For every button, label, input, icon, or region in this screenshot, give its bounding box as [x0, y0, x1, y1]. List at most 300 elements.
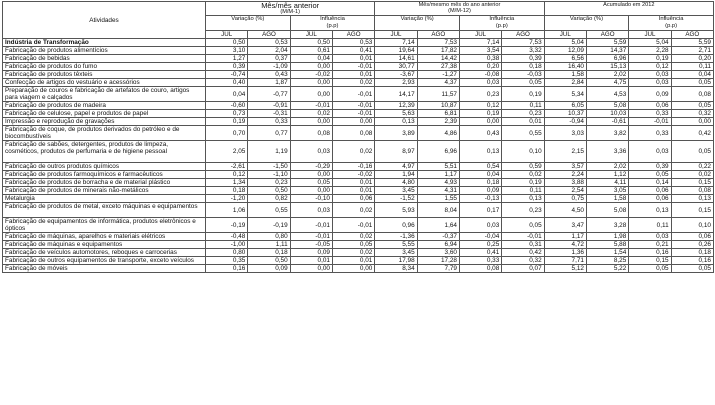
- value-cell: 1,34: [206, 179, 248, 187]
- value-cell: 0,05: [332, 241, 374, 249]
- table-row: [3, 203, 714, 218]
- value-cell: 3,88: [544, 179, 586, 187]
- value-cell: 0,01: [290, 257, 332, 265]
- value-cell: 0,54: [459, 163, 501, 171]
- industry-indices-table: [2, 1, 714, 273]
- value-cell: 0,00: [459, 118, 501, 126]
- value-cell: 0,18: [206, 187, 248, 195]
- table-row: [3, 179, 714, 187]
- activity-label: Fabricação de máquinas, aparelhos e materiais elétricos: [3, 233, 206, 241]
- value-cell: -0,29: [290, 163, 332, 171]
- value-cell: 1,12: [586, 171, 628, 179]
- value-cell: 0,11: [629, 218, 671, 233]
- value-cell: 1,55: [417, 195, 459, 203]
- month-header: AGO: [671, 31, 713, 39]
- value-cell: 0,06: [629, 102, 671, 110]
- value-cell: 0,50: [206, 39, 248, 47]
- value-cell: 0,77: [248, 126, 290, 141]
- value-cell: 0,00: [290, 63, 332, 71]
- group-header-month-year: [375, 2, 544, 16]
- value-cell: 0,18: [502, 63, 544, 71]
- value-cell: 5,59: [671, 39, 713, 47]
- value-cell: -0,19: [206, 218, 248, 233]
- value-cell: 0,08: [671, 187, 713, 195]
- value-cell: 0,04: [671, 71, 713, 79]
- value-cell: 0,13: [629, 203, 671, 218]
- value-cell: 0,19: [459, 110, 501, 118]
- table-row: [3, 233, 714, 241]
- value-cell: 0,16: [206, 265, 248, 273]
- table-row: [3, 187, 714, 195]
- activity-label: Fabricação de bebidas: [3, 55, 206, 63]
- variation-header: Variação (%): [544, 16, 629, 31]
- table-row: [3, 47, 714, 55]
- value-cell: 4,11: [586, 179, 628, 187]
- group-header-accumulated: [544, 2, 713, 16]
- value-cell: 14,61: [375, 55, 417, 63]
- value-cell: 0,73: [206, 110, 248, 118]
- value-cell: 5,55: [375, 241, 417, 249]
- group-title: Mês/mês anterior: [261, 1, 320, 10]
- table-row: [3, 171, 714, 179]
- variation-header: Variação (%): [375, 16, 460, 31]
- activity-label: Impressão e reprodução de gravações: [3, 118, 206, 126]
- value-cell: 0,13: [671, 195, 713, 203]
- influence-label: Influência: [320, 16, 345, 22]
- value-cell: 0,17: [459, 203, 501, 218]
- group-subtitle: (M/M-1): [280, 9, 300, 15]
- value-cell: 0,32: [671, 110, 713, 118]
- value-cell: 3,47: [544, 218, 586, 233]
- value-cell: 0,19: [206, 118, 248, 126]
- value-cell: 0,53: [248, 39, 290, 47]
- value-cell: 7,53: [417, 39, 459, 47]
- value-cell: 0,01: [332, 55, 374, 63]
- table-row: [3, 265, 714, 273]
- value-cell: 1,17: [544, 233, 586, 241]
- value-cell: 0,12: [629, 63, 671, 71]
- value-cell: -0,03: [502, 71, 544, 79]
- value-cell: 4,86: [417, 126, 459, 141]
- value-cell: 1,58: [586, 195, 628, 203]
- month-header: JUL: [290, 31, 332, 39]
- table-row: [3, 63, 714, 71]
- value-cell: -0,01: [290, 102, 332, 110]
- month-header: JUL: [544, 31, 586, 39]
- value-cell: 0,05: [671, 265, 713, 273]
- value-cell: 14,37: [586, 47, 628, 55]
- value-cell: 0,08: [459, 265, 501, 273]
- value-cell: 4,37: [417, 79, 459, 87]
- value-cell: 0,38: [459, 55, 501, 63]
- value-cell: 5,12: [544, 265, 586, 273]
- value-cell: -0,94: [544, 118, 586, 126]
- value-cell: 0,82: [248, 195, 290, 203]
- value-cell: 0,09: [290, 249, 332, 257]
- value-cell: 0,02: [332, 203, 374, 218]
- table-row: [3, 163, 714, 171]
- value-cell: 0,11: [502, 102, 544, 110]
- value-cell: 0,23: [502, 203, 544, 218]
- activity-label: Fabricação de outros equipamentos de transporte, exceto veículos: [3, 257, 206, 265]
- value-cell: 0,03: [290, 203, 332, 218]
- value-cell: 0,00: [290, 265, 332, 273]
- influence-label: Influência: [489, 16, 515, 22]
- value-cell: 2,24: [544, 171, 586, 179]
- value-cell: 0,22: [671, 163, 713, 171]
- value-cell: 8,04: [417, 203, 459, 218]
- value-cell: 4,31: [417, 187, 459, 195]
- value-cell: 0,23: [248, 179, 290, 187]
- value-cell: -0,01: [332, 63, 374, 71]
- value-cell: 0,05: [502, 218, 544, 233]
- value-cell: 17,98: [375, 257, 417, 265]
- value-cell: 0,19: [629, 55, 671, 63]
- value-cell: 0,06: [671, 233, 713, 241]
- value-cell: -0,08: [459, 71, 501, 79]
- value-cell: 0,21: [629, 241, 671, 249]
- table-row: [3, 118, 714, 126]
- value-cell: 0,03: [459, 218, 501, 233]
- value-cell: 0,31: [502, 241, 544, 249]
- value-cell: -0,91: [248, 102, 290, 110]
- value-cell: 5,08: [586, 102, 628, 110]
- value-cell: 6,96: [586, 55, 628, 63]
- value-cell: 0,42: [502, 249, 544, 257]
- value-cell: 5,51: [417, 163, 459, 171]
- value-cell: 0,32: [502, 257, 544, 265]
- value-cell: -0,16: [332, 163, 374, 171]
- value-cell: 12,39: [375, 102, 417, 110]
- value-cell: 2,02: [586, 71, 628, 79]
- value-cell: 12,09: [544, 47, 586, 55]
- value-cell: 0,50: [248, 187, 290, 195]
- value-cell: 0,20: [671, 55, 713, 63]
- value-cell: 0,10: [502, 141, 544, 163]
- value-cell: 0,08: [671, 87, 713, 102]
- value-cell: -0,13: [459, 195, 501, 203]
- value-cell: 0,00: [290, 118, 332, 126]
- value-cell: 0,08: [332, 126, 374, 141]
- value-cell: 0,37: [248, 55, 290, 63]
- value-cell: 0,00: [290, 79, 332, 87]
- value-cell: 1,19: [248, 141, 290, 163]
- value-cell: -1,10: [248, 171, 290, 179]
- value-cell: 0,09: [248, 265, 290, 273]
- month-header: AGO: [586, 31, 628, 39]
- value-cell: 0,11: [502, 187, 544, 195]
- value-cell: 2,15: [544, 141, 586, 163]
- value-cell: 0,41: [459, 249, 501, 257]
- value-cell: 1,17: [417, 171, 459, 179]
- activity-label: Preparação de couros e fabricação de artefatos de couro, artigos para viagem e calçados: [3, 87, 206, 102]
- value-cell: 0,18: [459, 179, 501, 187]
- value-cell: 3,60: [417, 249, 459, 257]
- value-cell: -0,01: [502, 233, 544, 241]
- value-cell: 0,35: [206, 257, 248, 265]
- value-cell: 0,39: [629, 163, 671, 171]
- value-cell: 2,84: [544, 79, 586, 87]
- value-cell: 0,06: [332, 195, 374, 203]
- table-row: [3, 126, 714, 141]
- activity-label: Fabricação de produtos farmoquímicos e farmacêuticos: [3, 171, 206, 179]
- month-header: AGO: [248, 31, 290, 39]
- value-cell: -0,01: [290, 233, 332, 241]
- value-cell: 11,57: [417, 87, 459, 102]
- value-cell: 3,32: [502, 47, 544, 55]
- influence-header: [459, 16, 544, 31]
- value-cell: -0,01: [290, 218, 332, 233]
- value-cell: 0,02: [290, 110, 332, 118]
- table-row: [3, 218, 714, 233]
- value-cell: 0,05: [671, 79, 713, 87]
- value-cell: 0,15: [629, 257, 671, 265]
- value-cell: 3,05: [586, 187, 628, 195]
- value-cell: 0,03: [629, 79, 671, 87]
- value-cell: 0,06: [629, 195, 671, 203]
- influence-unit: (p.p): [495, 23, 508, 29]
- value-cell: 5,04: [629, 39, 671, 47]
- activity-label: Fabricação de móveis: [3, 265, 206, 273]
- value-cell: 1,98: [586, 233, 628, 241]
- value-cell: 0,01: [332, 179, 374, 187]
- value-cell: 6,56: [544, 55, 586, 63]
- value-cell: -0,04: [459, 233, 501, 241]
- value-cell: 0,33: [629, 110, 671, 118]
- value-cell: 7,79: [417, 265, 459, 273]
- value-cell: 0,80: [206, 249, 248, 257]
- table-row: [3, 39, 714, 47]
- value-cell: 0,19: [502, 87, 544, 102]
- value-cell: 0,40: [206, 79, 248, 87]
- value-cell: 0,96: [375, 218, 417, 233]
- influence-header: [629, 16, 714, 31]
- value-cell: 0,10: [671, 218, 713, 233]
- value-cell: 0,02: [332, 79, 374, 87]
- activity-label: Indústria de Transformação: [3, 39, 206, 47]
- value-cell: 3,45: [375, 249, 417, 257]
- activity-label: Confecção de artigos do vestuário e acessórios: [3, 79, 206, 87]
- group-subtitle: (M/M-12): [448, 8, 471, 14]
- value-cell: 0,00: [290, 187, 332, 195]
- activity-label: Fabricação de celulose, papel e produtos de papel: [3, 110, 206, 118]
- value-cell: 6,94: [417, 241, 459, 249]
- value-cell: 0,00: [332, 118, 374, 126]
- value-cell: 10,03: [586, 110, 628, 118]
- value-cell: 0,07: [502, 265, 544, 273]
- value-cell: 4,72: [544, 241, 586, 249]
- value-cell: 3,89: [375, 126, 417, 141]
- activity-label: Fabricação de produtos de minerais não-metálicos: [3, 187, 206, 195]
- value-cell: -0,48: [206, 233, 248, 241]
- value-cell: 0,09: [629, 87, 671, 102]
- value-cell: 2,71: [671, 47, 713, 55]
- value-cell: 8,25: [586, 257, 628, 265]
- table-row: [3, 102, 714, 110]
- value-cell: 19,64: [375, 47, 417, 55]
- value-cell: 0,26: [671, 241, 713, 249]
- value-cell: 0,61: [290, 47, 332, 55]
- value-cell: 0,00: [290, 171, 332, 179]
- value-cell: -1,00: [206, 241, 248, 249]
- value-cell: 0,23: [502, 110, 544, 118]
- group-header-month-prev: [206, 2, 375, 16]
- month-header: JUL: [375, 31, 417, 39]
- value-cell: -3,67: [375, 71, 417, 79]
- value-cell: 1,36: [544, 249, 586, 257]
- month-header: JUL: [206, 31, 248, 39]
- activity-label: Fabricação de veículos automotores, reboques e carrocerias: [3, 249, 206, 257]
- activity-label: Fabricação de máquinas e equipamentos: [3, 241, 206, 249]
- value-cell: 0,02: [502, 171, 544, 179]
- activity-label: Fabricação de produtos de metal, exceto máquinas e equipamentos: [3, 203, 206, 218]
- value-cell: -0,01: [629, 118, 671, 126]
- value-cell: 3,54: [459, 47, 501, 55]
- value-cell: 0,50: [290, 39, 332, 47]
- value-cell: 0,14: [629, 179, 671, 187]
- value-cell: 4,97: [375, 163, 417, 171]
- value-cell: -0,02: [290, 71, 332, 79]
- value-cell: -0,01: [332, 110, 374, 118]
- value-cell: 6,81: [417, 110, 459, 118]
- value-cell: 3,57: [544, 163, 586, 171]
- value-cell: 27,38: [417, 63, 459, 71]
- activity-label: Fabricação de produtos do fumo: [3, 63, 206, 71]
- value-cell: 0,04: [290, 55, 332, 63]
- value-cell: 0,09: [459, 187, 501, 195]
- value-cell: 1,27: [206, 55, 248, 63]
- activities-header: Atividades: [3, 2, 206, 39]
- value-cell: -0,01: [332, 87, 374, 102]
- value-cell: 0,03: [459, 79, 501, 87]
- table-row: [3, 87, 714, 102]
- value-cell: 0,16: [671, 257, 713, 265]
- value-cell: 0,39: [502, 55, 544, 63]
- value-cell: 0,03: [629, 233, 671, 241]
- variation-header: Variação (%): [206, 16, 291, 31]
- value-cell: 0,12: [459, 102, 501, 110]
- table-row: [3, 257, 714, 265]
- value-cell: 0,43: [248, 71, 290, 79]
- value-cell: 0,15: [671, 203, 713, 218]
- value-cell: 0,12: [206, 171, 248, 179]
- value-cell: 17,82: [417, 47, 459, 55]
- value-cell: 0,23: [459, 87, 501, 102]
- activity-label: Fabricação de outros produtos químicos: [3, 163, 206, 171]
- month-header: AGO: [417, 31, 459, 39]
- month-header: JUL: [629, 31, 671, 39]
- value-cell: 17,28: [417, 257, 459, 265]
- value-cell: 0,00: [290, 87, 332, 102]
- value-cell: 4,75: [586, 79, 628, 87]
- value-cell: -1,52: [375, 195, 417, 203]
- value-cell: 2,02: [586, 163, 628, 171]
- value-cell: 3,10: [206, 47, 248, 55]
- value-cell: 0,01: [502, 118, 544, 126]
- value-cell: 0,05: [629, 171, 671, 179]
- value-cell: -1,50: [248, 163, 290, 171]
- value-cell: -0,02: [332, 171, 374, 179]
- value-cell: 0,00: [671, 118, 713, 126]
- value-cell: 1,87: [248, 79, 290, 87]
- value-cell: 0,55: [248, 203, 290, 218]
- value-cell: -0,01: [332, 218, 374, 233]
- value-cell: 0,18: [248, 249, 290, 257]
- value-cell: 0,05: [502, 79, 544, 87]
- value-cell: 0,59: [502, 163, 544, 171]
- value-cell: 5,08: [586, 203, 628, 218]
- value-cell: -0,77: [248, 87, 290, 102]
- value-cell: 5,04: [544, 39, 586, 47]
- value-cell: 10,37: [544, 110, 586, 118]
- value-cell: 0,33: [459, 257, 501, 265]
- value-cell: 4,93: [417, 179, 459, 187]
- value-cell: 3,36: [586, 141, 628, 163]
- value-cell: 3,03: [544, 126, 586, 141]
- month-header: AGO: [502, 31, 544, 39]
- value-cell: 2,93: [375, 79, 417, 87]
- table-row: [3, 71, 714, 79]
- influence-header: [290, 16, 375, 31]
- value-cell: 5,22: [586, 265, 628, 273]
- month-header: AGO: [332, 31, 374, 39]
- table-row: [3, 110, 714, 118]
- value-cell: 3,82: [586, 126, 628, 141]
- value-cell: -2,61: [206, 163, 248, 171]
- value-cell: 5,93: [375, 203, 417, 218]
- value-cell: 0,33: [629, 126, 671, 141]
- value-cell: 0,41: [332, 47, 374, 55]
- value-cell: 4,80: [375, 179, 417, 187]
- value-cell: 0,03: [290, 141, 332, 163]
- value-cell: 4,50: [544, 203, 586, 218]
- value-cell: 0,25: [459, 241, 501, 249]
- value-cell: 0,02: [671, 171, 713, 179]
- value-cell: 0,33: [248, 118, 290, 126]
- value-cell: 0,16: [629, 249, 671, 257]
- value-cell: 3,45: [375, 187, 417, 195]
- table-row: [3, 241, 714, 249]
- value-cell: 1,94: [375, 171, 417, 179]
- value-cell: 0,53: [332, 39, 374, 47]
- activity-label: Fabricação de produtos têxteis: [3, 71, 206, 79]
- value-cell: 0,80: [248, 233, 290, 241]
- table-row: [3, 195, 714, 203]
- activity-label: Fabricação de produtos de madeira: [3, 102, 206, 110]
- value-cell: 0,06: [629, 187, 671, 195]
- value-cell: -1,09: [248, 63, 290, 71]
- table-row: [3, 79, 714, 87]
- value-cell: 0,11: [671, 63, 713, 71]
- value-cell: 6,05: [544, 102, 586, 110]
- influence-unit: (p.p): [665, 23, 678, 29]
- table-row: [3, 141, 714, 163]
- value-cell: 0,50: [248, 257, 290, 265]
- value-cell: 0,13: [459, 141, 501, 163]
- value-cell: -0,60: [206, 102, 248, 110]
- value-cell: 0,42: [671, 126, 713, 141]
- value-cell: -1,27: [417, 71, 459, 79]
- value-cell: 8,34: [375, 265, 417, 273]
- value-cell: 0,43: [459, 126, 501, 141]
- value-cell: 5,88: [586, 241, 628, 249]
- value-cell: -0,37: [417, 233, 459, 241]
- value-cell: 1,06: [206, 203, 248, 218]
- value-cell: 14,17: [375, 87, 417, 102]
- value-cell: 0,03: [629, 71, 671, 79]
- value-cell: 0,70: [206, 126, 248, 141]
- activity-label: Fabricação de produtos de borracha e de material plástico: [3, 179, 206, 187]
